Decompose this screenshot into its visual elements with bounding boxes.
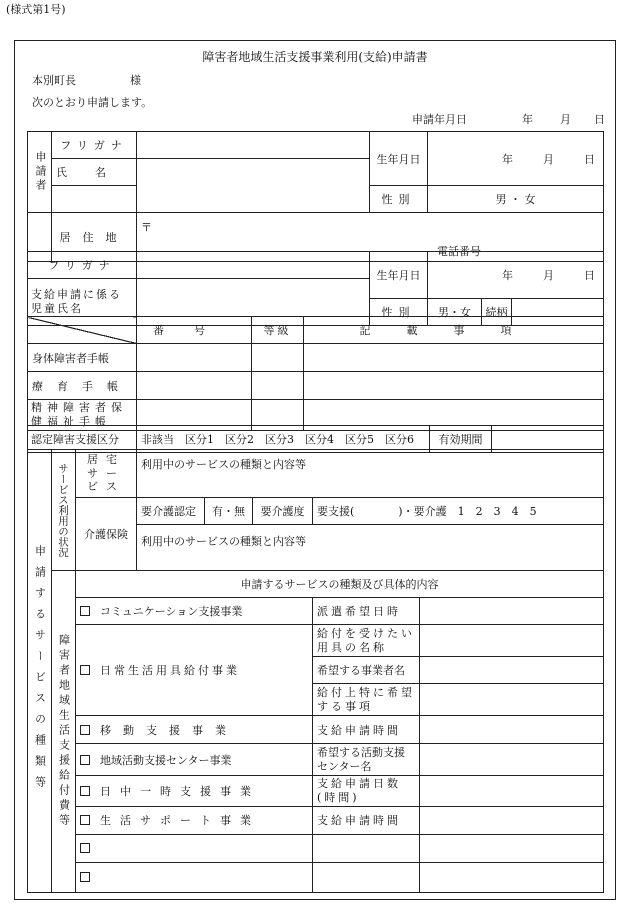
- service-field-input[interactable]: [420, 598, 604, 625]
- child-birthdate-label: 生年月日: [370, 252, 428, 299]
- phone-label: 電話番号: [437, 245, 481, 258]
- service-field-input[interactable]: [420, 657, 604, 684]
- intro-text: 次のとおり申請します。: [32, 96, 153, 109]
- child-birth-month: 月: [543, 269, 554, 282]
- handbook-grade-field[interactable]: [252, 344, 304, 372]
- validity-label: 有効期間: [430, 426, 492, 453]
- care-note[interactable]: 利用中のサービスの種類と内容等: [137, 525, 604, 571]
- usage-status-label: サービス利用の状況: [52, 450, 76, 571]
- checkbox[interactable]: [80, 815, 90, 825]
- service-field-label: 支給申請時間: [313, 716, 420, 744]
- application-date-year: 年: [522, 113, 533, 126]
- handbook-col-number: 番号: [137, 317, 252, 344]
- checkbox[interactable]: [80, 872, 90, 882]
- applicant-birthdate-field[interactable]: [428, 132, 604, 186]
- applicant-furigana-label: フリガナ: [52, 132, 137, 159]
- applicant-birth-year: 年: [502, 152, 513, 166]
- applicant-gender-label: 性別: [370, 186, 428, 213]
- benefit-label: 障害者地域生活支援給付費等: [52, 571, 76, 893]
- service-option[interactable]: 日中一時支援事業: [76, 776, 313, 807]
- applicant-spacer: [52, 186, 137, 213]
- addressee: 本別町長: [32, 74, 76, 87]
- service-field-input[interactable]: [420, 834, 604, 862]
- support-category-label: 認定障害支援区分: [28, 426, 137, 453]
- service-field-label: 希望する事業者名: [313, 657, 420, 684]
- service-field-input[interactable]: [420, 862, 604, 892]
- service-field-input[interactable]: [420, 744, 604, 776]
- applicant-table: [27, 131, 604, 262]
- service-option[interactable]: 生活サポート事業: [76, 806, 313, 834]
- service-option[interactable]: 移動支援事業: [76, 716, 313, 744]
- handbook-row-label: 身体障害者手帳: [28, 344, 137, 372]
- handbook-grade-field[interactable]: [252, 372, 304, 400]
- applicant-section-label: 申請者: [28, 132, 52, 213]
- honorific: 様: [130, 74, 141, 87]
- service-field-label: 支給申請時間: [313, 806, 420, 834]
- care-cert-label: 要介護認定: [137, 498, 205, 525]
- child-birth-day: 日: [584, 269, 595, 282]
- applicant-address-label: 居住地: [52, 213, 137, 262]
- child-birth-year: 年: [502, 269, 513, 282]
- child-table: [27, 251, 604, 326]
- handbook-number-field[interactable]: [137, 372, 252, 400]
- applicant-gender-options[interactable]: 男 ・ 女: [428, 186, 604, 213]
- support-category-options[interactable]: 非該当 区分1 区分2 区分3 区分4 区分5 区分6: [137, 426, 430, 453]
- child-birthdate-field[interactable]: [428, 252, 604, 299]
- child-furigana-field[interactable]: [137, 252, 370, 279]
- checkbox[interactable]: [80, 665, 90, 675]
- application-date-month: 月: [560, 113, 571, 126]
- handbook-notes-field[interactable]: [304, 372, 604, 400]
- service-field-label: 給付を受けたい用具の名称: [313, 625, 420, 657]
- service-option[interactable]: コミュニケーション支援事業: [76, 598, 313, 625]
- applicant-name-label: 氏名: [52, 159, 137, 186]
- application-date-day: 日: [594, 113, 605, 126]
- handbook-col-notes: 記載事項: [304, 317, 604, 344]
- application-date-label: 申請年月日: [412, 113, 467, 126]
- service-table: [27, 449, 604, 893]
- home-service-label: 居宅サービス: [76, 450, 137, 498]
- child-relation-label: 続柄: [482, 299, 512, 326]
- handbook-notes-field[interactable]: [304, 344, 604, 372]
- handbook-corner: [28, 317, 137, 344]
- service-field-input[interactable]: [420, 625, 604, 657]
- checkbox[interactable]: [80, 725, 90, 735]
- care-insurance-label: 介護保険: [76, 498, 137, 571]
- care-level-label: 要介護度: [253, 498, 313, 525]
- applicant-birth-day: 日: [584, 152, 595, 166]
- applicant-furigana-field[interactable]: [137, 132, 370, 159]
- applicant-name-field[interactable]: [137, 159, 370, 213]
- child-gender-options[interactable]: 男・女: [428, 299, 482, 326]
- handbook-table: [27, 316, 604, 431]
- checkbox[interactable]: [80, 606, 90, 616]
- service-field-label: 派遣希望日時: [313, 598, 420, 625]
- applicant-birthdate-label: 生年月日: [370, 132, 428, 186]
- service-field-input[interactable]: [420, 684, 604, 716]
- child-furigana-label: フリガナ: [28, 252, 137, 279]
- service-option[interactable]: 日常生活用具給付事業: [76, 625, 313, 716]
- postal-mark: 〒: [141, 221, 152, 234]
- child-gender-label: 性別: [370, 299, 428, 326]
- care-cert-value[interactable]: 有・無: [205, 498, 253, 525]
- care-level-value[interactable]: 要支援( )・要介護 1 2 3 4 5: [313, 498, 604, 525]
- service-field-input[interactable]: [420, 776, 604, 807]
- service-field-label: [313, 834, 420, 862]
- handbook-row-label: 療育手帳: [28, 372, 137, 400]
- home-service-note[interactable]: 利用中のサービスの種類と内容等: [137, 450, 604, 498]
- detail-header: 申請するサービスの種類及び具体的内容: [76, 571, 604, 598]
- checkbox[interactable]: [80, 786, 90, 796]
- service-field-label: [313, 862, 420, 892]
- handbook-number-field[interactable]: [137, 344, 252, 372]
- service-field-label: 希望する活動支援センター名: [313, 744, 420, 776]
- handbook-row-label: 精神障害者保健福祉手帳: [28, 400, 137, 431]
- child-name-label: 支給申請に係る児童氏名: [28, 279, 137, 326]
- service-option[interactable]: [76, 862, 313, 892]
- service-field-label: 給付上特に希望する事項: [313, 684, 420, 716]
- checkbox[interactable]: [80, 843, 90, 853]
- applicant-birth-month: 月: [543, 152, 554, 166]
- service-field-input[interactable]: [420, 806, 604, 834]
- handbook-col-grade: 等級: [252, 317, 304, 344]
- service-option[interactable]: 地域活動支援センター事業: [76, 744, 313, 776]
- page-title: 障害者地域生活支援事業利用(支給)申請書: [202, 50, 428, 64]
- checkbox[interactable]: [80, 755, 90, 765]
- service-field-input[interactable]: [420, 716, 604, 744]
- service-field-label: 支給申請日数(時間): [313, 776, 420, 807]
- service-outer-label: 申請するサービスの種類等: [28, 450, 52, 893]
- service-option[interactable]: [76, 834, 313, 862]
- form-number: (様式第1号): [6, 3, 66, 16]
